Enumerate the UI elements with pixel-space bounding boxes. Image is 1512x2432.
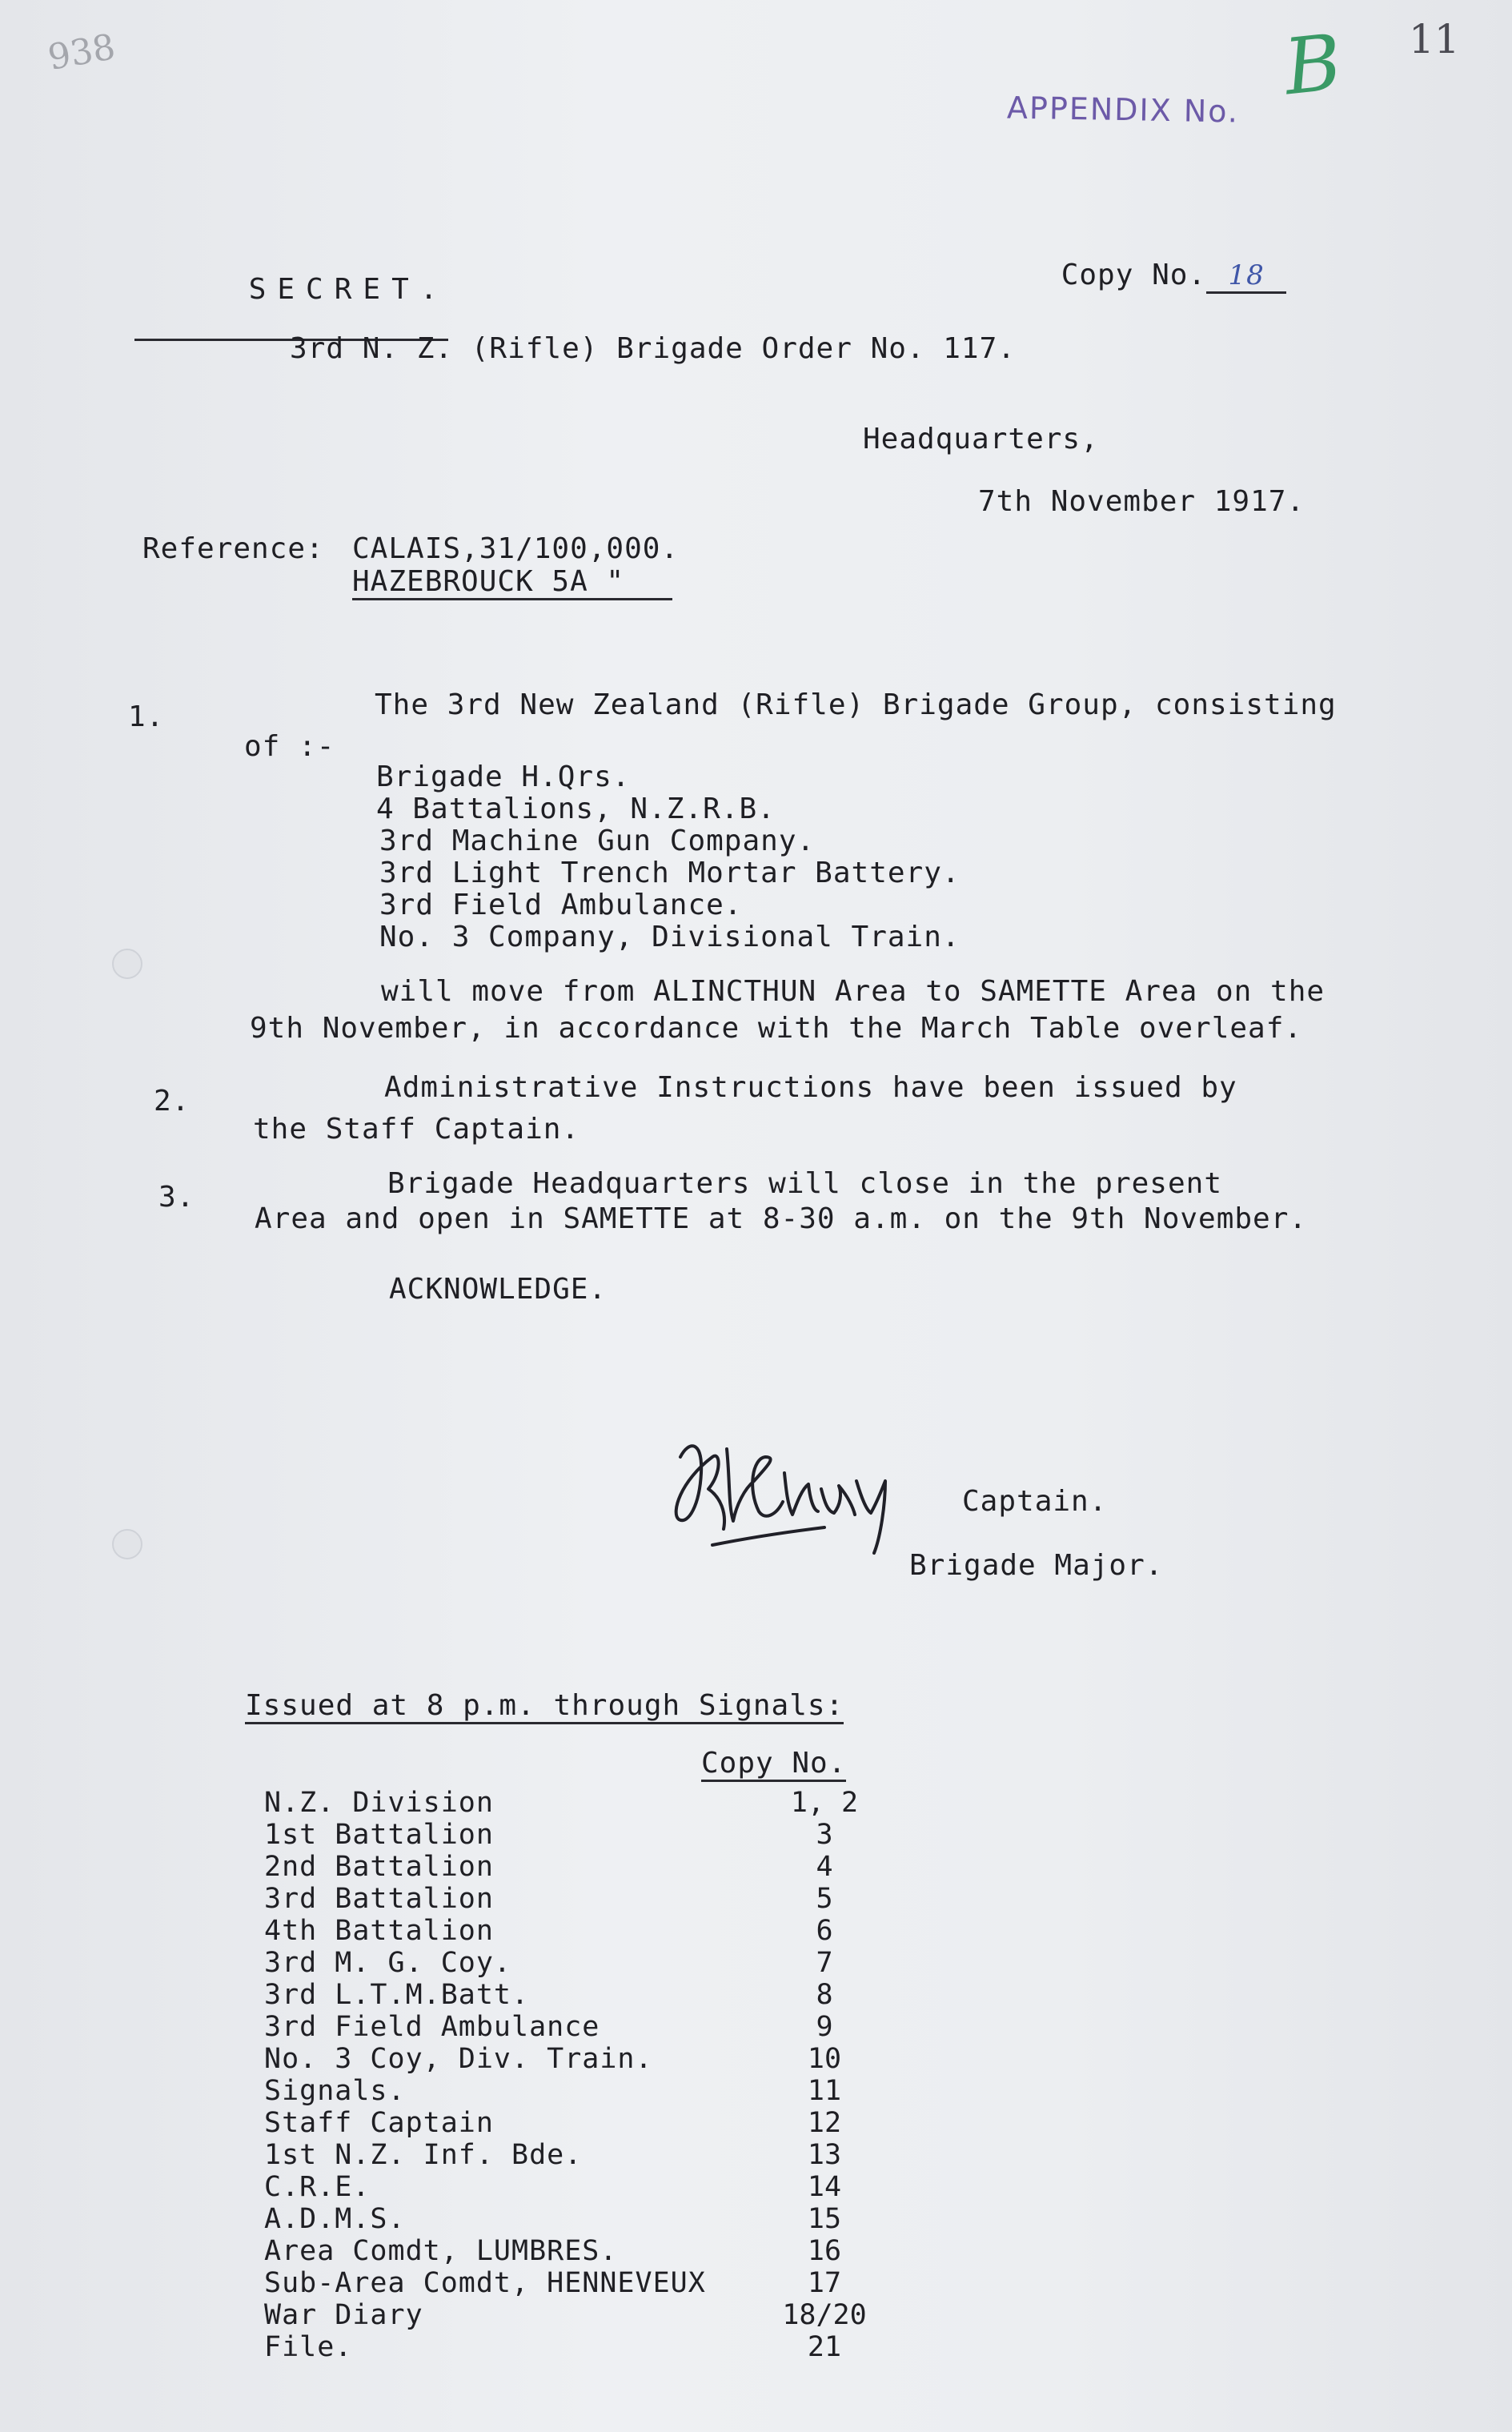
recipient: War Diary — [264, 2299, 423, 2331]
appendix-letter: B — [1280, 17, 1346, 113]
recipient: File. — [264, 2331, 353, 2363]
para-2-line-2: the Staff Captain. — [253, 1113, 580, 1146]
para-2-line-1: Administrative Instructions have been issued by — [384, 1071, 1237, 1104]
copy-assignment: 13 — [807, 2139, 842, 2171]
recipient: Staff Captain — [264, 2107, 494, 2139]
distribution-row — [264, 1915, 872, 1948]
appendix-stamp: APPENDIX No. — [1006, 90, 1240, 130]
classification-text: SECRET. — [248, 273, 449, 306]
signature-appointment: Brigade Major. — [909, 1549, 1164, 1582]
unit-item: 4 Battalions, N.Z.R.B. — [376, 793, 776, 825]
copy-assignment: 10 — [807, 2043, 842, 2075]
copy-assignment: 14 — [807, 2171, 842, 2203]
unit-item: 3rd Light Trench Mortar Battery. — [379, 857, 961, 889]
copy-number-line — [989, 226, 1286, 327]
pencil-folio-mark: 938 — [45, 26, 118, 78]
recipient: No. 3 Coy, Div. Train. — [264, 2043, 653, 2075]
distribution-row — [264, 2043, 872, 2077]
page-number: 11 — [1409, 16, 1460, 62]
recipient: Sub-Area Comdt, HENNEVEUX — [264, 2267, 706, 2299]
recipient: N.Z. Division — [264, 1787, 494, 1819]
signature-image — [664, 1425, 904, 1561]
copy-assignment: 12 — [807, 2107, 842, 2139]
distribution-row — [264, 2203, 872, 2237]
para-3-number: 3. — [158, 1181, 195, 1214]
acknowledge: ACKNOWLEDGE. — [389, 1273, 608, 1306]
distribution-row — [264, 2139, 872, 2173]
distribution-row — [264, 2107, 872, 2141]
punch-hole-top — [112, 949, 142, 979]
distribution-row — [264, 2267, 872, 2301]
distribution-row — [264, 1787, 872, 1820]
distribution-row — [264, 1883, 872, 1916]
para-1-line-2: of :- — [244, 730, 335, 763]
reference-map-2: HAZEBROUCK 5A " — [352, 565, 672, 600]
recipient: 4th Battalion — [264, 1915, 494, 1947]
copy-assignment: 21 — [807, 2331, 842, 2363]
signature-rank: Captain. — [962, 1485, 1108, 1518]
copy-assignment: 16 — [807, 2235, 842, 2267]
classification — [134, 240, 448, 341]
recipient: 3rd M. G. Coy. — [264, 1947, 512, 1979]
copy-assignment: 7 — [816, 1947, 833, 1979]
recipient: Area Comdt, LUMBRES. — [264, 2235, 618, 2267]
recipient: A.D.M.S. — [264, 2203, 406, 2235]
distribution-row — [264, 2331, 872, 2365]
unit-item: No. 3 Company, Divisional Train. — [379, 921, 961, 953]
punch-hole-bottom — [112, 1529, 142, 1559]
para-1-line-3: will move from ALINCTHUN Area to SAMETTE Area on the — [381, 975, 1326, 1008]
order-title: 3rd N. Z. (Rifle) Brigade Order No. 117. — [290, 332, 1016, 365]
para-3-line-1: Brigade Headquarters will close in the present — [387, 1167, 1222, 1200]
distribution-row — [264, 2011, 872, 2045]
copy-assignment: 15 — [807, 2203, 842, 2235]
reference-label: Reference: — [142, 532, 324, 565]
copy-assignment: 8 — [816, 1979, 833, 2011]
para-3-line-2: Area and open in SAMETTE at 8-30 a.m. on the 9th November. — [255, 1202, 1308, 1235]
copy-assignment: 18/20 — [782, 2299, 867, 2331]
recipient: C.R.E. — [264, 2171, 371, 2203]
copy-assignment: 9 — [816, 2011, 833, 2043]
copy-no-header: Copy No. — [701, 1747, 846, 1782]
copy-assignment: 11 — [807, 2075, 842, 2107]
recipient: 3rd L.T.M.Batt. — [264, 1979, 530, 2011]
reference-map-1: CALAIS,31/100,000. — [352, 532, 680, 565]
copy-label: Copy No. — [1061, 259, 1207, 291]
copy-assignment: 4 — [816, 1851, 833, 1883]
distribution-row — [264, 2299, 872, 2333]
distribution-heading: Issued at 8 p.m. through Signals: — [245, 1689, 844, 1724]
recipient: 2nd Battalion — [264, 1851, 494, 1883]
copy-assignment: 17 — [807, 2267, 842, 2299]
distribution-row — [264, 1819, 872, 1852]
recipient: 3rd Field Ambulance — [264, 2011, 600, 2043]
copy-assignment: 6 — [816, 1915, 833, 1947]
distribution-row — [264, 1979, 872, 2013]
recipient: Signals. — [264, 2075, 406, 2107]
unit-item: 3rd Field Ambulance. — [379, 889, 743, 921]
recipient: 1st Battalion — [264, 1819, 494, 1851]
copy-assignment: 1, 2 — [790, 1787, 859, 1819]
para-1-line-4: 9th November, in accordance with the March Table overleaf. — [250, 1012, 1303, 1045]
copy-assignment: 5 — [816, 1883, 833, 1915]
distribution-row — [264, 2075, 872, 2109]
distribution-row — [264, 1947, 872, 1981]
recipient: 1st N.Z. Inf. Bde. — [264, 2139, 583, 2171]
recipient: 3rd Battalion — [264, 1883, 494, 1915]
copy-number: 18 — [1206, 259, 1286, 294]
para-2-number: 2. — [154, 1085, 191, 1118]
distribution-row — [264, 2235, 872, 2269]
distribution-row — [264, 2171, 872, 2205]
copy-assignment: 3 — [816, 1819, 833, 1851]
unit-item: 3rd Machine Gun Company. — [379, 825, 816, 857]
para-1-number: 1. — [128, 700, 165, 733]
para-1-line-1: The 3rd New Zealand (Rifle) Brigade Group, consisting — [375, 688, 1337, 721]
order-date: 7th November 1917. — [978, 485, 1305, 518]
order-location: Headquarters, — [863, 423, 1099, 455]
distribution-row — [264, 1851, 872, 1884]
unit-item: Brigade H.Qrs. — [376, 761, 631, 793]
